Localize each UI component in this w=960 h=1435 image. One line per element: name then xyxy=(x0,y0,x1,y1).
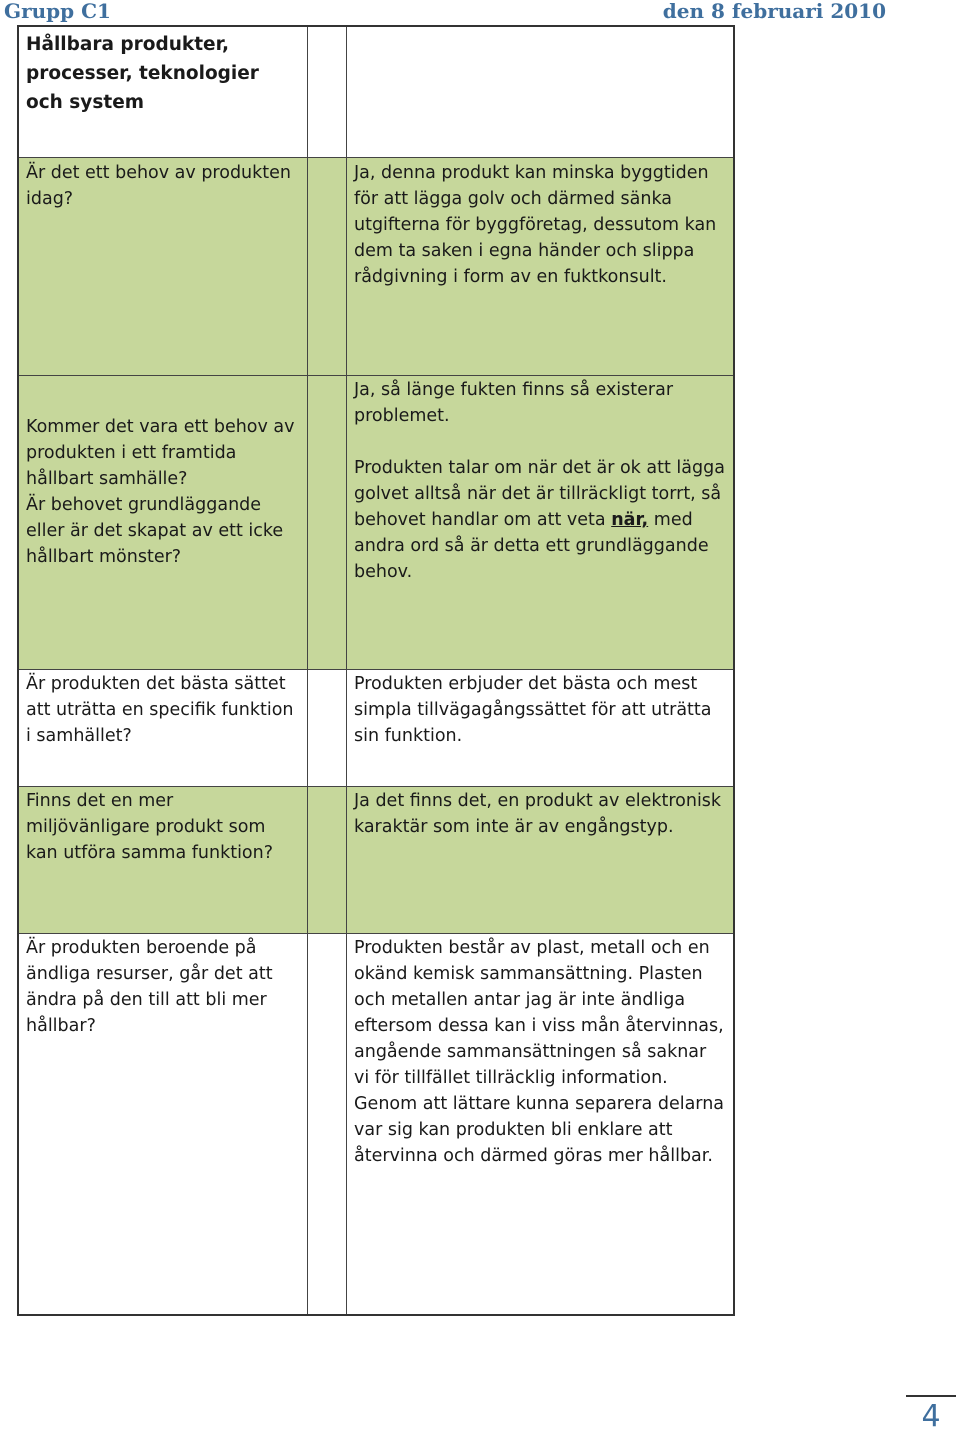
answer-cell-3 xyxy=(347,670,733,787)
header-date: den 8 februari 2010 xyxy=(662,0,886,23)
title-cell xyxy=(19,27,308,158)
answer-cell-4 xyxy=(347,787,733,934)
answer-cell-1 xyxy=(347,158,733,376)
answer-2 xyxy=(354,377,725,585)
question-cell-5 xyxy=(19,934,308,1314)
question-cell-1 xyxy=(19,158,308,376)
answer-5: Produkten består av plast, metall och en okänd kemisk sammansättning. Plasten och metallen antar jag är inte ändliga eftersom dessa kan i viss mån återvinnas, angående sammansättningen så saknar vi för tillfället tillräcklig information. Genom att lättare kunna separera delarna var sig kan produkten bli enklare att återvinna och därmed göras mer hållbar. xyxy=(354,938,725,1166)
question-2 xyxy=(26,414,299,570)
question-cell-3 xyxy=(19,670,308,787)
question-2b: Är behovet grundläggande eller är det skapat av ett icke hållbart mönster? xyxy=(26,495,284,567)
answer-cell-5 xyxy=(347,934,733,1314)
answer-2a: Ja, så länge fukten finns så existerar problemet. xyxy=(354,380,674,426)
question-2a: Kommer det vara ett behov av produkten i ett framtida hållbart samhälle? xyxy=(26,417,295,489)
title-answer-cell xyxy=(347,27,733,158)
answer-2b-text: Produkten talar om när det är ok att lägga golvet alltså när det är tillräckligt torrt, så behovet handlar om att veta xyxy=(354,458,725,530)
header-group: Grupp C1 xyxy=(4,0,111,23)
answer-2b xyxy=(354,455,725,585)
spacer-cell xyxy=(308,376,347,670)
answer-4: Ja det finns det, en produkt av elektronisk karaktär som inte är av engångstyp. xyxy=(354,791,722,837)
spacer-cell xyxy=(308,934,347,1314)
answer-2b-emphasis: när, xyxy=(611,510,649,530)
spacer-cell xyxy=(308,158,347,376)
evaluation-table xyxy=(17,25,735,1316)
answer-3: Produkten erbjuder det bästa och mest simpla tillvägagångssättet för att uträtta sin funktion. xyxy=(354,674,712,746)
question-1: Är det ett behov av produkten idag? xyxy=(26,163,291,209)
answer-2b-rest: med andra ord så är detta ett grundläggande behov. xyxy=(354,510,709,582)
spacer-cell xyxy=(308,27,347,158)
question-4: Finns det en mer miljövänligare produkt som kan utföra samma funktion? xyxy=(26,791,274,863)
page-number: 4 xyxy=(906,1395,956,1434)
answer-cell-2 xyxy=(347,376,733,670)
spacer-cell xyxy=(308,787,347,934)
question-cell-4 xyxy=(19,787,308,934)
answer-1: Ja, denna produkt kan minska byggtiden för att lägga golv och därmed sänka utgifterna för byggföretag, dessutom kan dem ta saken i egna händer och slippa rådgivning i form av en fuktkonsult. xyxy=(354,163,717,287)
table-title: Hållbara produkter, processer, teknologier och system xyxy=(26,34,259,113)
paragraph-gap xyxy=(354,429,725,455)
question-5: Är produkten beroende på ändliga resurser, går det att ändra på den till att bli mer hållbar? xyxy=(26,938,273,1036)
question-cell-2 xyxy=(19,376,308,670)
question-3: Är produkten det bästa sättet att uträtta en specifik funktion i samhället? xyxy=(26,674,294,746)
spacer-cell xyxy=(308,670,347,787)
